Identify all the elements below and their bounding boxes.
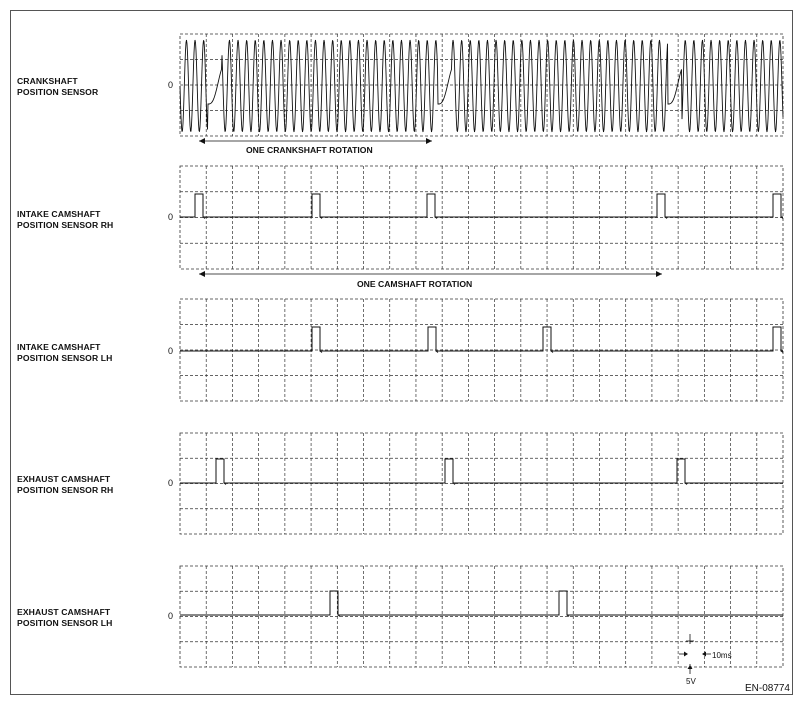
exhaust-lh-zero-label: 0 <box>168 611 174 621</box>
cam-rotation-arrow-head-left <box>199 271 205 277</box>
intake-lh-zero-label: 0 <box>168 346 174 356</box>
crankshaft-sensor-label: CRANKSHAFT POSITION SENSOR <box>17 76 99 97</box>
crank-rotation-arrow-head-right <box>426 138 432 144</box>
scale-left-arrow <box>684 652 688 657</box>
intake-rh-sensor-label: INTAKE CAMSHAFT POSITION SENSOR RH <box>17 209 114 230</box>
exhaust-rh-zero-label: 0 <box>168 478 174 488</box>
figure-code: EN-08774 <box>744 683 790 694</box>
exhaust-rh-sensor-label: EXHAUST CAMSHAFT POSITION SENSOR RH <box>17 474 114 495</box>
time-scale-label: 10ms <box>712 651 732 660</box>
intake-lh-pulse-waveform <box>180 327 783 351</box>
intake-rh-pulse-waveform <box>180 194 783 217</box>
voltage-scale-label: 5V <box>686 677 696 686</box>
intake-rh-zero-label: 0 <box>168 212 174 222</box>
cam-rotation-arrow-head-right <box>656 271 662 277</box>
exhaust-lh-pulse-waveform <box>180 591 783 615</box>
crankshaft-waveform <box>180 40 783 132</box>
crank-rotation-arrow-head-left <box>199 138 205 144</box>
crankshaft-zero-label: 0 <box>168 80 174 90</box>
crank-rotation-label: ONE CRANKSHAFT ROTATION <box>246 145 373 155</box>
intake-lh-sensor-label: INTAKE CAMSHAFT POSITION SENSOR LH <box>17 342 113 363</box>
cam-rotation-label: ONE CAMSHAFT ROTATION <box>357 279 473 289</box>
exhaust-lh-sensor-label: EXHAUST CAMSHAFT POSITION SENSOR LH <box>17 607 113 628</box>
exhaust-rh-pulse-waveform <box>180 459 783 483</box>
